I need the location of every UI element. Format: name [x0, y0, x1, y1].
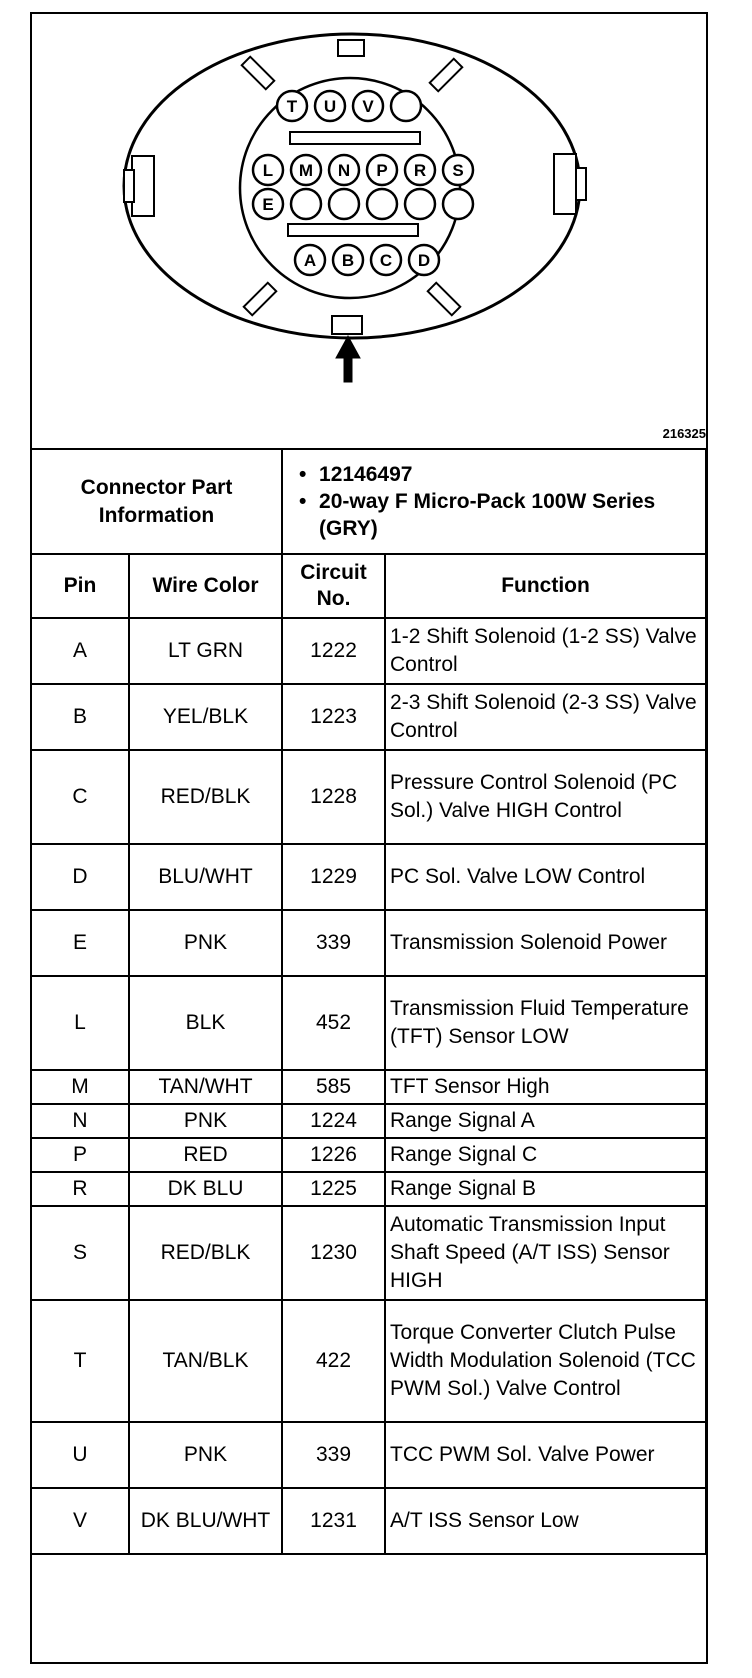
- function-cell: Range Signal C: [385, 1138, 706, 1172]
- connector-part-row: [32, 450, 706, 554]
- connector-part-header: Connector Part Information: [32, 450, 282, 554]
- table-row: [32, 1488, 706, 1554]
- pin-cavity-empty: [405, 189, 435, 219]
- wire-color-cell: DK BLU/WHT: [129, 1488, 282, 1554]
- pin-label: D: [417, 251, 431, 270]
- circuit-cell: 1230: [282, 1206, 385, 1300]
- pin-label: C: [379, 251, 393, 270]
- wire-color-cell: BLU/WHT: [129, 844, 282, 910]
- pin-cavity-n: [329, 155, 359, 185]
- circuit-cell: 1231: [282, 1488, 385, 1554]
- wire-color-cell: PNK: [129, 1104, 282, 1138]
- wire-color-cell: YEL/BLK: [129, 684, 282, 750]
- connector-housing-outline: [124, 34, 580, 338]
- pin-cavity-t: [277, 91, 307, 121]
- diagonal-slots: [242, 57, 463, 316]
- right-latch-step: [576, 168, 586, 200]
- function-cell: PC Sol. Valve LOW Control: [385, 844, 706, 910]
- bottom-key-tab: [332, 316, 362, 334]
- pin-cavity-empty: [443, 189, 473, 219]
- pin-cavity-m: [291, 155, 321, 185]
- wire-color-cell: DK BLU: [129, 1172, 282, 1206]
- pin-cell: A: [32, 618, 129, 684]
- left-latch-step: [124, 170, 134, 202]
- pin-cell: C: [32, 750, 129, 844]
- pin-cavity-empty: [367, 189, 397, 219]
- pin-cell: B: [32, 684, 129, 750]
- column-header-wire-color: Wire Color: [129, 554, 282, 618]
- orientation-arrow: [336, 336, 360, 382]
- table-row: [32, 1422, 706, 1488]
- connector-part-details: [282, 450, 706, 554]
- pin-label: T: [286, 97, 298, 116]
- function-cell: Pressure Control Solenoid (PC Sol.) Valve HIGH Control: [385, 750, 706, 844]
- pin-cavity-r: [405, 155, 435, 185]
- wire-color-cell: RED/BLK: [129, 1206, 282, 1300]
- table-row: [32, 1172, 706, 1206]
- pin-cavity-empty: [391, 91, 421, 121]
- function-cell: TCC PWM Sol. Valve Power: [385, 1422, 706, 1488]
- right-latch-tab: [554, 154, 576, 214]
- function-cell: Automatic Transmission Input Shaft Speed (A/T ISS) Sensor HIGH: [385, 1206, 706, 1300]
- table-row: [32, 910, 706, 976]
- table-row: [32, 1138, 706, 1172]
- pin-cavity-d: [409, 245, 439, 275]
- pin-cavity-b: [333, 245, 363, 275]
- table-row: [32, 976, 706, 1070]
- pin-cavity-s: [443, 155, 473, 185]
- circuit-cell: 1229: [282, 844, 385, 910]
- pin-cavity-empty: [291, 189, 321, 219]
- circuit-cell: 1224: [282, 1104, 385, 1138]
- pin-cell: E: [32, 910, 129, 976]
- circuit-cell: 1223: [282, 684, 385, 750]
- pin-cavity-a: [295, 245, 325, 275]
- pin-cavity-e: [253, 189, 283, 219]
- pin-label: N: [337, 161, 351, 180]
- pin-cell: N: [32, 1104, 129, 1138]
- wire-color-cell: LT GRN: [129, 618, 282, 684]
- circuit-cell: 1222: [282, 618, 385, 684]
- pin-cavity-v: [353, 91, 383, 121]
- pin-label: E: [262, 195, 274, 214]
- circuit-cell: 452: [282, 976, 385, 1070]
- function-cell: Range Signal A: [385, 1104, 706, 1138]
- pin-label: V: [362, 97, 374, 116]
- wire-color-cell: PNK: [129, 1422, 282, 1488]
- function-cell: A/T ISS Sensor Low: [385, 1488, 706, 1554]
- pin-cell: R: [32, 1172, 129, 1206]
- pin-label: U: [323, 97, 337, 116]
- table-row: [32, 1206, 706, 1300]
- pin-label: M: [298, 161, 314, 180]
- upper-spacer-bar: [290, 132, 420, 144]
- wire-color-cell: RED: [129, 1138, 282, 1172]
- pin-cell: T: [32, 1300, 129, 1422]
- pin-cavities: [253, 91, 473, 275]
- circuit-cell: 339: [282, 1422, 385, 1488]
- function-cell: Transmission Solenoid Power: [385, 910, 706, 976]
- pin-cell: S: [32, 1206, 129, 1300]
- lower-spacer-bar: [288, 224, 418, 236]
- pin-cell: L: [32, 976, 129, 1070]
- table-row: [32, 1104, 706, 1138]
- connector-diagram: [32, 14, 706, 450]
- column-header-pin: Pin: [32, 554, 129, 618]
- table-row: [32, 1300, 706, 1422]
- function-cell: Torque Converter Clutch Pulse Width Modulation Solenoid (TCC PWM Sol.) Valve Control: [385, 1300, 706, 1422]
- column-header-function: Function: [385, 554, 706, 618]
- function-cell: 2-3 Shift Solenoid (2-3 SS) Valve Control: [385, 684, 706, 750]
- pin-label: A: [303, 251, 317, 270]
- pin-cavity-u: [315, 91, 345, 121]
- pin-cavity-l: [253, 155, 283, 185]
- pin-cell: D: [32, 844, 129, 910]
- table-row: [32, 618, 706, 684]
- circuit-cell: 339: [282, 910, 385, 976]
- pin-label: R: [413, 161, 427, 180]
- function-cell: 1-2 Shift Solenoid (1-2 SS) Valve Control: [385, 618, 706, 684]
- top-key-tab: [338, 40, 364, 56]
- pin-label: P: [376, 161, 388, 180]
- pin-cavity-p: [367, 155, 397, 185]
- pin-cavity-empty: [329, 189, 359, 219]
- column-header-row: [32, 554, 706, 618]
- pin-cell: V: [32, 1488, 129, 1554]
- pin-cell: U: [32, 1422, 129, 1488]
- pin-cell: P: [32, 1138, 129, 1172]
- circuit-cell: 1226: [282, 1138, 385, 1172]
- left-latch-tab: [132, 156, 154, 216]
- function-cell: Range Signal B: [385, 1172, 706, 1206]
- pin-cell: M: [32, 1070, 129, 1104]
- connector-sheet: [30, 12, 708, 1664]
- pin-label: L: [262, 161, 274, 180]
- connector-face-drawing: [32, 14, 706, 448]
- wire-color-cell: BLK: [129, 976, 282, 1070]
- part-number: • 12146497: [293, 461, 701, 488]
- table-row: [32, 844, 706, 910]
- function-cell: TFT Sensor High: [385, 1070, 706, 1104]
- circuit-cell: 422: [282, 1300, 385, 1422]
- column-header-circuit: Circuit No.: [282, 554, 385, 618]
- circuit-cell: 1228: [282, 750, 385, 844]
- table-row: [32, 684, 706, 750]
- table-row: [32, 750, 706, 844]
- wire-color-cell: PNK: [129, 910, 282, 976]
- table-row: [32, 1070, 706, 1104]
- wire-color-cell: RED/BLK: [129, 750, 282, 844]
- wire-color-cell: TAN/WHT: [129, 1070, 282, 1104]
- function-cell: Transmission Fluid Temperature (TFT) Sensor LOW: [385, 976, 706, 1070]
- wire-color-cell: TAN/BLK: [129, 1300, 282, 1422]
- pin-label: B: [341, 251, 355, 270]
- connector-info-table: [32, 450, 707, 1555]
- pin-cavity-c: [371, 245, 401, 275]
- pin-label: S: [452, 161, 464, 180]
- circuit-cell: 585: [282, 1070, 385, 1104]
- figure-id: 216325: [662, 426, 706, 441]
- circuit-cell: 1225: [282, 1172, 385, 1206]
- part-description: • 20-way F Micro-Pack 100W Series (GRY): [293, 488, 701, 542]
